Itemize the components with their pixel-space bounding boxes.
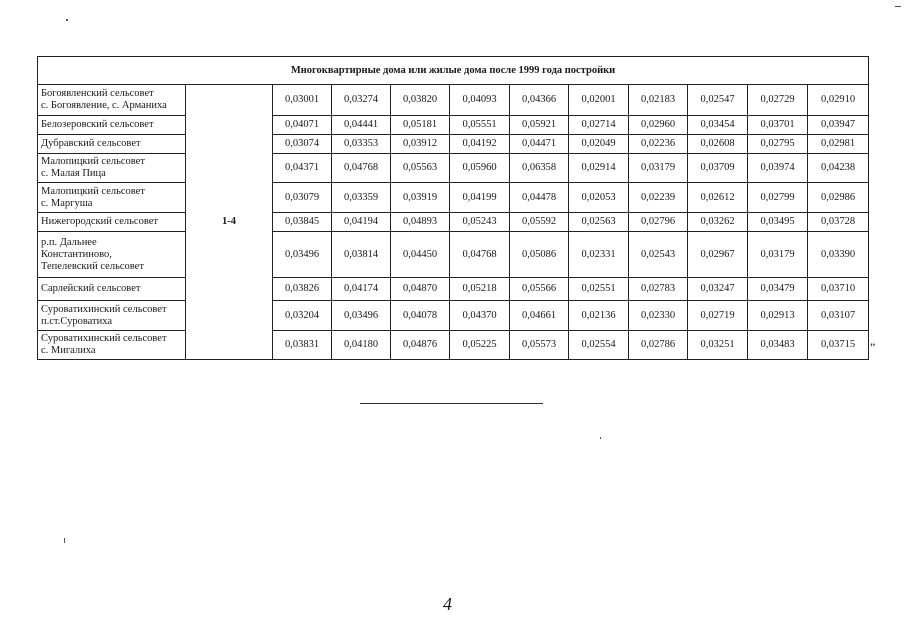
rate-value-cell: 0,02236 [629, 135, 688, 154]
settlement-name-cell [38, 154, 186, 183]
rate-value-cell: 0,04870 [391, 278, 450, 301]
table-row [38, 232, 869, 278]
rate-value-cell: 0,02986 [808, 183, 869, 213]
rate-value-cell: 0,02612 [688, 183, 748, 213]
rate-value-cell: 0,03831 [273, 331, 332, 360]
rate-value-cell: 0,02547 [688, 85, 748, 116]
rate-value-cell: 0,05243 [450, 213, 510, 232]
rate-value-cell: 0,02608 [688, 135, 748, 154]
rate-value-cell: 0,03919 [391, 183, 450, 213]
settlement-name-line: Суроватихинский сельсовет [41, 333, 167, 344]
table-row [38, 301, 869, 331]
rate-value-cell: 0,03814 [332, 232, 391, 278]
rate-value-cell: 0,02554 [569, 331, 629, 360]
rate-value-cell: 0,04194 [332, 213, 391, 232]
rate-value-cell: 0,04768 [332, 154, 391, 183]
rate-value-cell: 0,05086 [510, 232, 569, 278]
page-number: 4 [443, 594, 452, 614]
rate-value-cell: 0,02563 [569, 213, 629, 232]
settlement-name-line: с. Малая Пица [41, 168, 106, 179]
rate-value-cell: 0,02049 [569, 135, 629, 154]
rate-value-cell: 0,02981 [808, 135, 869, 154]
settlement-name-line: Богоявленский сельсовет [41, 88, 154, 99]
rate-value-cell: 0,03826 [273, 278, 332, 301]
rate-value-cell: 0,03483 [748, 331, 808, 360]
rate-value-cell: 0,02796 [629, 213, 688, 232]
rate-value-cell: 0,04893 [391, 213, 450, 232]
table-header-row [38, 57, 869, 85]
rate-value-cell: 0,02795 [748, 135, 808, 154]
rate-value-cell: 0,03079 [273, 183, 332, 213]
settlement-name-cell [38, 213, 186, 232]
settlement-name-line: Белозеровский сельсовет [41, 119, 154, 130]
closing-quote: ” [870, 340, 876, 354]
settlement-name-cell [38, 301, 186, 331]
rate-value-cell: 0,04471 [510, 135, 569, 154]
settlement-name-line: Малопицкий сельсовет [41, 156, 145, 167]
rate-value-cell: 0,04180 [332, 331, 391, 360]
table-row [38, 135, 869, 154]
rate-value-cell: 0,02001 [569, 85, 629, 116]
rate-value-cell: 0,02910 [808, 85, 869, 116]
scan-speck [66, 19, 68, 21]
settlement-name-line: Дубравский сельсовет [41, 138, 141, 149]
rate-value-cell: 0,05218 [450, 278, 510, 301]
rate-value-cell: 0,04366 [510, 85, 569, 116]
rate-value-cell: 0,04093 [450, 85, 510, 116]
rate-value-cell: 0,03495 [748, 213, 808, 232]
rate-value-cell: 0,04371 [273, 154, 332, 183]
rate-value-cell: 0,02183 [629, 85, 688, 116]
rate-value-cell: 0,04199 [450, 183, 510, 213]
rate-value-cell: 0,05573 [510, 331, 569, 360]
table-header: Многоквартирные дома или жилые дома после 1999 года постройки [38, 57, 869, 85]
rate-value-cell: 0,02729 [748, 85, 808, 116]
rates-table [37, 56, 869, 360]
rate-value-cell: 0,05181 [391, 116, 450, 135]
rate-value-cell: 0,03710 [808, 278, 869, 301]
settlement-name-line: с. Маргуша [41, 197, 93, 209]
rate-value-cell: 0,03496 [332, 301, 391, 331]
settlement-name-line: с. Мигалиха [41, 345, 96, 356]
rate-value-cell: 0,03179 [629, 154, 688, 183]
rate-value-cell: 0,03262 [688, 213, 748, 232]
rate-value-cell: 0,02714 [569, 116, 629, 135]
rate-value-cell: 0,02786 [629, 331, 688, 360]
rate-value-cell: 0,05563 [391, 154, 450, 183]
settlement-name-cell [38, 85, 186, 116]
rate-value-cell: 0,05592 [510, 213, 569, 232]
rate-value-cell: 0,02543 [629, 232, 688, 278]
rate-value-cell: 0,03247 [688, 278, 748, 301]
rate-value-cell: 0,02331 [569, 232, 629, 278]
rate-value-cell: 0,02783 [629, 278, 688, 301]
table-row [38, 278, 869, 301]
rate-value-cell: 0,03390 [808, 232, 869, 278]
rate-value-cell: 0,03728 [808, 213, 869, 232]
settlement-name-line: р.п. Дальнее [41, 236, 97, 248]
rate-value-cell: 0,03820 [391, 85, 450, 116]
rate-value-cell: 0,03251 [688, 331, 748, 360]
rate-value-cell: 0,02913 [748, 301, 808, 331]
settlement-name-cell [38, 232, 186, 278]
table-row [38, 183, 869, 213]
rate-value-cell: 0,02967 [688, 232, 748, 278]
rate-value-cell: 0,04441 [332, 116, 391, 135]
rate-value-cell: 0,04768 [450, 232, 510, 278]
settlement-name-line: Тепелевский сельсовет [41, 260, 144, 272]
table-row [38, 116, 869, 135]
rate-value-cell: 0,03107 [808, 301, 869, 331]
rate-value-cell: 0,03074 [273, 135, 332, 154]
settlement-name-line: Нижегородский сельсовет [41, 216, 158, 227]
rate-value-cell: 0,02053 [569, 183, 629, 213]
rate-value-cell: 0,04174 [332, 278, 391, 301]
rate-value-cell: 0,03479 [748, 278, 808, 301]
table-row [38, 154, 869, 183]
rate-value-cell: 0,02914 [569, 154, 629, 183]
table-row [38, 331, 869, 360]
rate-value-cell: 0,03353 [332, 135, 391, 154]
rate-value-cell: 0,05225 [450, 331, 510, 360]
settlement-name-line: Константиново, [41, 248, 112, 260]
settlement-name-line: п.ст.Суроватиха [41, 315, 113, 327]
rate-value-cell: 0,04370 [450, 301, 510, 331]
rate-value-cell: 0,03845 [273, 213, 332, 232]
rate-value-cell: 0,02799 [748, 183, 808, 213]
rate-value-cell: 0,04078 [391, 301, 450, 331]
rate-value-cell: 0,03274 [332, 85, 391, 116]
settlement-name-line: Малопицкий сельсовет [41, 185, 145, 197]
rate-value-cell: 0,02136 [569, 301, 629, 331]
settlement-name-cell [38, 116, 186, 135]
settlement-name-cell [38, 331, 186, 360]
rate-value-cell: 0,03709 [688, 154, 748, 183]
rate-value-cell: 0,04192 [450, 135, 510, 154]
rate-value-cell: 0,04876 [391, 331, 450, 360]
zone-cell: 1-4 [186, 85, 273, 360]
rate-value-cell: 0,06358 [510, 154, 569, 183]
rate-value-cell: 0,03912 [391, 135, 450, 154]
rate-value-cell: 0,03715 [808, 331, 869, 360]
rate-value-cell: 0,05551 [450, 116, 510, 135]
settlement-name-cell [38, 278, 186, 301]
rate-value-cell: 0,03974 [748, 154, 808, 183]
table-row [38, 85, 869, 116]
settlement-name-line: Сарлейский сельсовет [41, 283, 141, 294]
rate-value-cell: 0,03001 [273, 85, 332, 116]
rate-value-cell: 0,04238 [808, 154, 869, 183]
rate-value-cell: 0,02960 [629, 116, 688, 135]
rate-value-cell: 0,02330 [629, 301, 688, 331]
rate-value-cell: 0,04450 [391, 232, 450, 278]
rate-value-cell: 0,04071 [273, 116, 332, 135]
settlement-name-line: Суроватихинский сельсовет [41, 303, 167, 315]
rate-value-cell: 0,04661 [510, 301, 569, 331]
rate-value-cell: 0,02239 [629, 183, 688, 213]
rate-value-cell: 0,03701 [748, 116, 808, 135]
settlement-name-cell [38, 135, 186, 154]
rate-value-cell: 0,03947 [808, 116, 869, 135]
settlement-name-line: с. Богоявление, с. Арманиха [41, 100, 167, 111]
rate-value-cell: 0,02719 [688, 301, 748, 331]
rate-value-cell: 0,03179 [748, 232, 808, 278]
rate-value-cell: 0,05566 [510, 278, 569, 301]
scan-speck [895, 6, 901, 7]
rate-value-cell: 0,03496 [273, 232, 332, 278]
rate-value-cell: 0,05960 [450, 154, 510, 183]
rate-value-cell: 0,03359 [332, 183, 391, 213]
rate-value-cell: 0,04478 [510, 183, 569, 213]
settlement-name-cell [38, 183, 186, 213]
scan-speck [600, 437, 601, 439]
scan-speck [64, 538, 65, 543]
table-row [38, 213, 869, 232]
separator-line [360, 403, 543, 404]
rate-value-cell: 0,02551 [569, 278, 629, 301]
rate-value-cell: 0,05921 [510, 116, 569, 135]
rate-value-cell: 0,03454 [688, 116, 748, 135]
rate-value-cell: 0,03204 [273, 301, 332, 331]
